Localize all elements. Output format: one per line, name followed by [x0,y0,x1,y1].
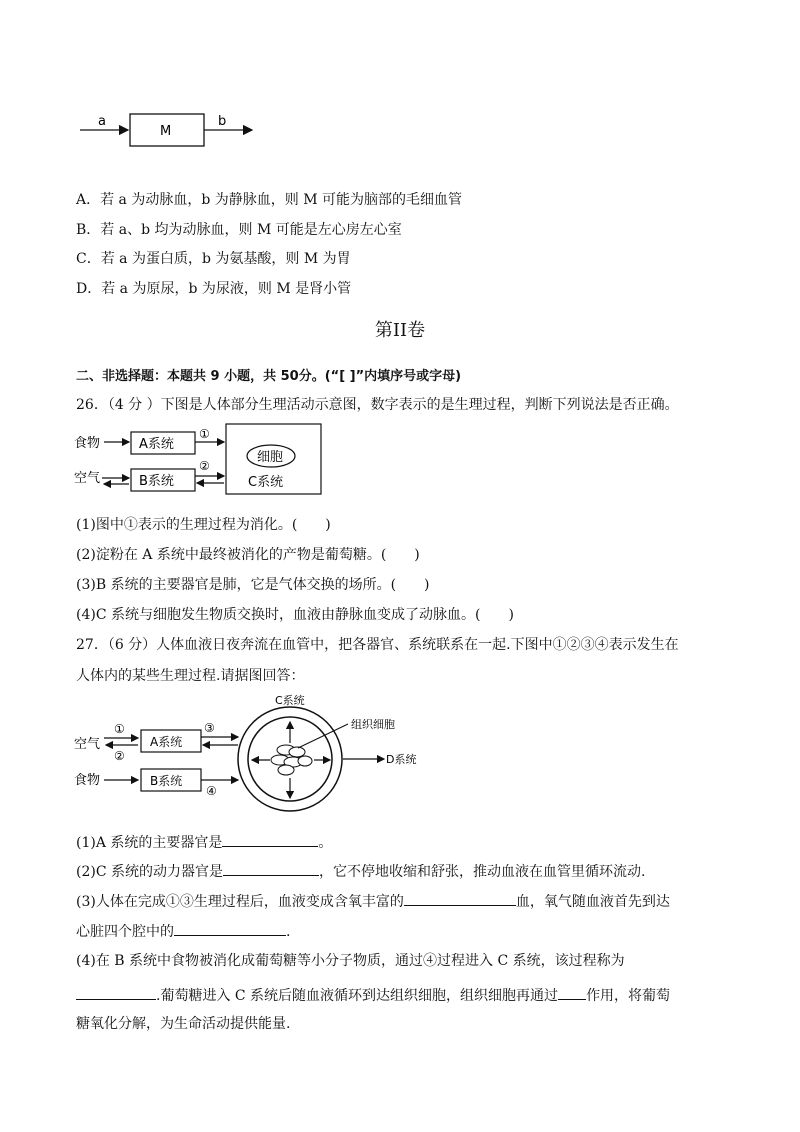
q26-food-label: 食物 [74,436,101,451]
q27-tissue-cells [271,745,312,775]
q26-c-system-label: C系统 [248,475,284,490]
q27-sub-3-cont-text: 心脏四个腔中的 [76,924,174,940]
q27-diagram [72,694,432,824]
label-m: M [160,124,172,139]
q27-process-2: ② [114,749,125,763]
q27-sub-3 [76,891,670,911]
q27-answer-blank-2[interactable] [223,861,319,876]
option-b: B．若 a、b 均为动脉血，则 M 可能是左心房左心室 [76,222,402,238]
q27-sub-1-text: (1)A 系统的主要器官是 [76,835,223,851]
q27-food-label: 食物 [74,773,101,788]
section-title: 第II卷 [374,320,426,341]
q27-sub-2 [76,861,645,881]
section-header: 二、非选择题：本题共 9 小题，共 50分。(“[ ]”内填序号或字母) [76,369,462,384]
q27-tissue-label: 组织细胞 [351,718,395,731]
label-b: b [218,114,227,129]
q26-air-label: 空气 [74,471,101,486]
flow-diagram-m [76,108,266,154]
q26-process-1: ① [199,427,210,441]
q27-sub-4-mid2: 作用，将葡萄 [586,988,671,1004]
q27-answer-blank-4[interactable] [174,921,286,936]
q27-sub-3-cont-end: . [286,924,291,940]
q27-process-4: ④ [206,784,217,798]
q26-cell-label: 细胞 [257,450,284,465]
q27-sub-2-text: (2)C 系统的动力器官是 [76,864,223,880]
q27-sub-3-cont [76,921,290,941]
option-d: D．若 a 为原尿，b 为尿液，则 M 是肾小管 [76,281,352,297]
q27-answer-blank-6[interactable] [558,985,586,1000]
q26-a-system-label: A系统 [139,437,174,452]
q26-process-2: ② [199,459,210,473]
q26-stem: 26．（4 分 ）下图是人体部分生理活动示意图，数字表示的是生理过程，判断下列说法是否正确。 [76,397,679,413]
q27-b-system-label: B系统 [150,774,183,788]
q27-d-system-label: D系统 [386,753,417,766]
q27-sub-4-cont [76,985,670,1005]
q26-item-3: (3)B 系统的主要器官是肺，它是气体交换的场所。( ) [76,577,430,593]
q26-diagram [72,420,332,500]
q26-item-4: (4)C 系统与细胞发生物质交换时，血液由静脉血变成了动脉血。( ) [76,607,514,623]
q27-process-1: ① [114,722,125,736]
q27-answer-blank-1[interactable] [222,832,318,847]
q26-b-system-label: B系统 [139,474,174,489]
q27-sub-4-end: 糖氧化分解，为生命活动提供能量. [76,1016,291,1032]
q27-c-system-label: C系统 [275,694,305,707]
q27-process-3: ③ [204,721,215,735]
q27-sub-1-end: 。 [318,835,333,851]
option-c: C．若 a 为蛋白质，b 为氨基酸，则 M 为胃 [76,251,351,267]
label-a: a [98,114,106,129]
q27-answer-blank-5[interactable] [76,985,156,1000]
q27-a-system-label: A系统 [150,735,183,749]
q27-sub-2-end: ，它不停地收缩和舒张，推动血液在血管里循环流动. [319,864,646,880]
option-a: A．若 a 为动脉血，b 为静脉血，则 M 可能为脑部的毛细血管 [76,192,463,208]
q27-sub-3-mid: 血，氧气随血液首先到达 [515,894,670,910]
q27-air-label: 空气 [74,737,101,752]
q27-stem-line2: 人体内的某些生理过程.请据图回答： [76,668,305,684]
q26-item-2: (2)淀粉在 A 系统中最终被消化的产物是葡萄糖。( ) [76,547,420,563]
q27-stem-line1: 27．（6 分）人体血液日夜奔流在血管中，把各器官、系统联系在一起.下图中①②③④表示发生在 [76,637,679,653]
q26-item-1: (1)图中①表示的生理过程为消化。( ) [76,517,331,533]
q27-sub-1 [76,832,332,852]
q27-sub-3-text: (3)人体在完成①③生理过程后，血液变成含氧丰富的 [76,894,404,910]
q27-sub-4: (4)在 B 系统中食物被消化成葡萄糖等小分子物质，通过④过程进入 C 系统，该过程称为 [76,953,625,969]
q27-sub-4-mid: .葡萄糖进入 C 系统后随血液循环到达组织细胞，组织细胞再通过 [156,988,559,1004]
q27-answer-blank-3[interactable] [404,891,516,906]
